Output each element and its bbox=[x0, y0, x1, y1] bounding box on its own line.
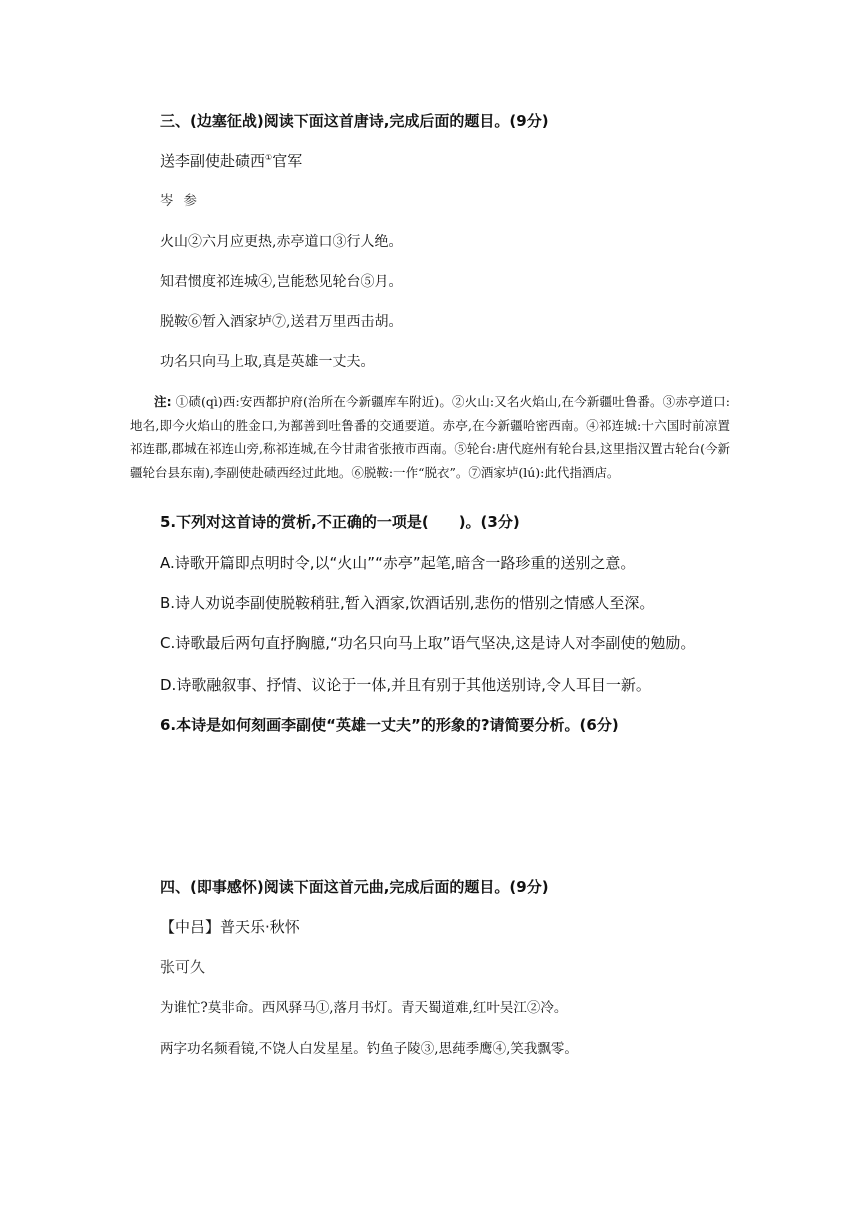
qu-author: 张可久 bbox=[160, 958, 206, 976]
poem-line: 脱鞍⑥暂入酒家垆⑦,送君万里西击胡。 bbox=[160, 314, 403, 330]
option-b: B.诗人劝说李副使脱鞍稍驻,暂入酒家,饮酒话别,悲伤的惜别之情感人至深。 bbox=[160, 594, 655, 612]
poem-notes bbox=[130, 390, 730, 484]
notes-text: ①碛(qì)西:安西都护府(治所在今新疆库车附近)。②火山:又名火焰山,在今新疆吐鲁番。③赤亭道口:地名,即今火焰山的胜金口,为鄯善到吐鲁番的交通要道。赤亭,在今新疆哈密西南。④祁连城:十六国时前凉置祁连郡,郡城在祁连山旁,称祁连城,在今甘肃省张掖市西南。⑤轮台:唐代庭州有轮台县,这里指汉置古轮台(今新疆轮台县东南),李副使赴碛西经过此地。⑥脱鞍:一作“脱衣”。⑦酒家垆(lú):此代指酒店。 bbox=[130, 394, 730, 480]
section-4-heading: 四、(即事感怀)阅读下面这首元曲,完成后面的题目。(9分) bbox=[160, 878, 549, 896]
option-d: D.诗歌融叙事、抒情、议论于一体,并且有别于其他送别诗,令人耳目一新。 bbox=[160, 676, 651, 694]
poem-line: 火山②六月应更热,赤亭道口③行人绝。 bbox=[160, 234, 403, 250]
poem-title-text: 送李副使赴碛西 bbox=[160, 152, 266, 170]
poem-author: 岑参 bbox=[160, 193, 207, 209]
option-a: A.诗歌开篇即点明时令,以“火山”“赤亭”起笔,暗含一路珍重的送别之意。 bbox=[160, 554, 636, 572]
poem-title-suffix: 官军 bbox=[272, 152, 303, 170]
footnote-marker: ① bbox=[265, 153, 273, 162]
poem-line: 功名只向马上取,真是英雄一丈夫。 bbox=[160, 354, 375, 370]
qu-title: 【中吕】普天乐·秋怀 bbox=[160, 918, 300, 936]
poem-line: 知君惯度祁连城④,岂能愁见轮台⑤月。 bbox=[160, 274, 403, 290]
notes-label: 注: bbox=[154, 394, 172, 409]
qu-line: 为谁忙?莫非命。西风驿马①,落月书灯。青天蜀道难,红叶吴江②冷。 bbox=[160, 1000, 568, 1016]
question-6: 6.本诗是如何刻画李副使“英雄一丈夫”的形象的?请简要分析。(6分) bbox=[160, 716, 619, 734]
qu-line: 两字功名频看镜,不饶人白发星星。钓鱼子陵③,思莼季鹰④,笑我飘零。 bbox=[160, 1041, 578, 1057]
question-5: 5.下列对这首诗的赏析,不正确的一项是( )。(3分) bbox=[160, 513, 520, 531]
section-3-heading: 三、(边塞征战)阅读下面这首唐诗,完成后面的题目。(9分) bbox=[160, 112, 549, 130]
poem-title bbox=[160, 151, 302, 171]
option-c: C.诗歌最后两句直抒胸臆,“功名只向马上取”语气坚决,这是诗人对李副使的勉励。 bbox=[160, 634, 696, 652]
